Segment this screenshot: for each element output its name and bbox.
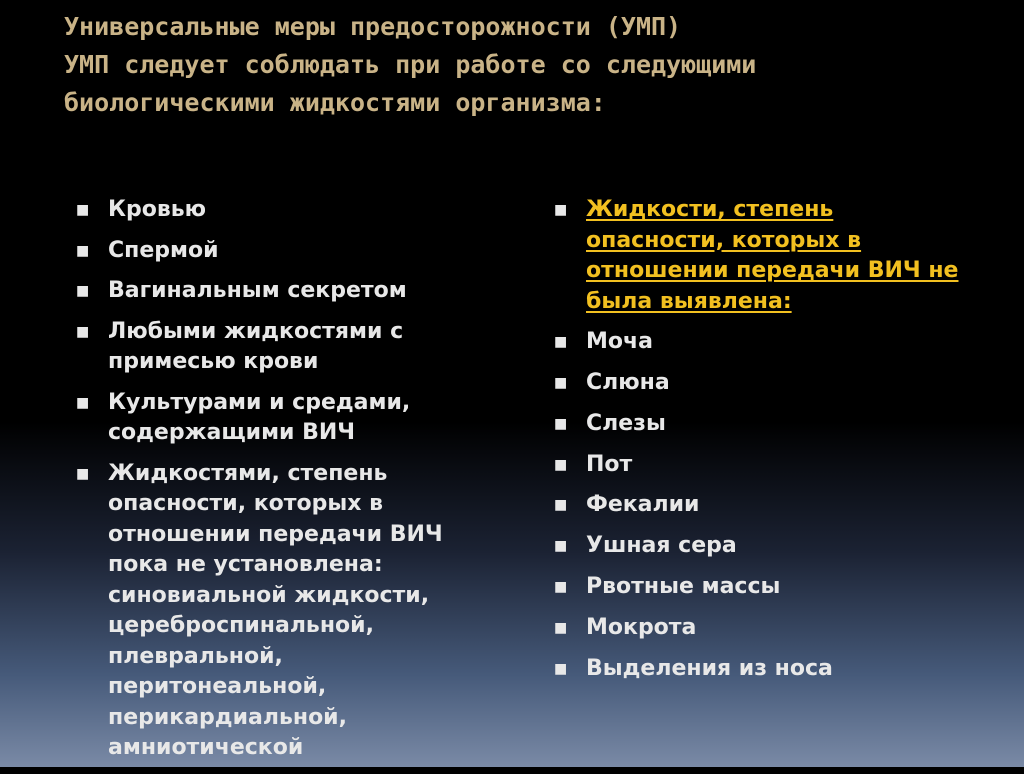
bullet-icon: ■ <box>554 619 568 636</box>
bullet-icon: ■ <box>554 456 568 473</box>
list-item: ■ Моча <box>548 327 988 358</box>
bullet-icon: ■ <box>554 579 568 596</box>
list-item: ■ Вагинальным секретом <box>70 276 470 307</box>
list-item: ■ Любыми жидкостями с примесью крови <box>76 318 404 374</box>
bullet-icon: ■ <box>76 283 90 299</box>
list-item: ■ Слюна <box>548 368 988 399</box>
list-item: ■ Культурами и средами, содержащими ВИЧ <box>76 389 411 445</box>
left-bullet-list <box>70 195 470 774</box>
bullet-icon: ■ <box>554 334 568 351</box>
slide-title <box>64 8 1004 122</box>
list-item: ■ Рвотные массы <box>548 572 988 603</box>
list-item: ■ Спермой <box>70 236 470 267</box>
bullet-icon: ■ <box>554 497 568 514</box>
list-item: ■ Жидкостями, степень опасности, которых в отношении передачи ВИЧ пока не установлена: синовиальной жидкости, цереброспинальной, плевральной, перитонеальной, перикардиальной, амниотической <box>76 460 443 760</box>
bullet-icon: ■ <box>76 202 90 218</box>
bullet-icon: ■ <box>76 394 90 411</box>
bullet-icon: ■ <box>76 242 90 259</box>
bullet-icon: ■ <box>554 415 568 432</box>
title-line-1: Универсальные меры предосторожности (УМП) <box>64 12 682 41</box>
bullet-icon: ■ <box>554 660 568 677</box>
list-item: ■ Пот <box>548 450 988 481</box>
bullet-icon: ■ <box>76 323 90 340</box>
title-line-2: УМП следует соблюдать при работе со следующими <box>64 50 757 79</box>
list-heading-item: ■ Жидкости, степень опасности, которых в отношении передачи ВИЧ не была выявлена: <box>554 197 959 314</box>
list-item: ■ Фекалии <box>548 490 988 521</box>
bullet-icon: ■ <box>554 202 568 218</box>
list-item: ■ Кровью <box>70 195 470 226</box>
title-line-3: биологическими жидкостями организма: <box>64 88 606 117</box>
list-item: ■ Мокрота <box>548 613 988 644</box>
list-item: ■ Выделения из носа <box>548 654 988 685</box>
bullet-icon: ■ <box>76 465 90 482</box>
bullet-icon: ■ <box>554 538 568 555</box>
bullet-icon: ■ <box>554 375 568 392</box>
right-bullet-list <box>548 195 988 694</box>
list-item: ■ Слезы <box>548 409 988 440</box>
list-item: ■ Ушная сера <box>548 531 988 562</box>
